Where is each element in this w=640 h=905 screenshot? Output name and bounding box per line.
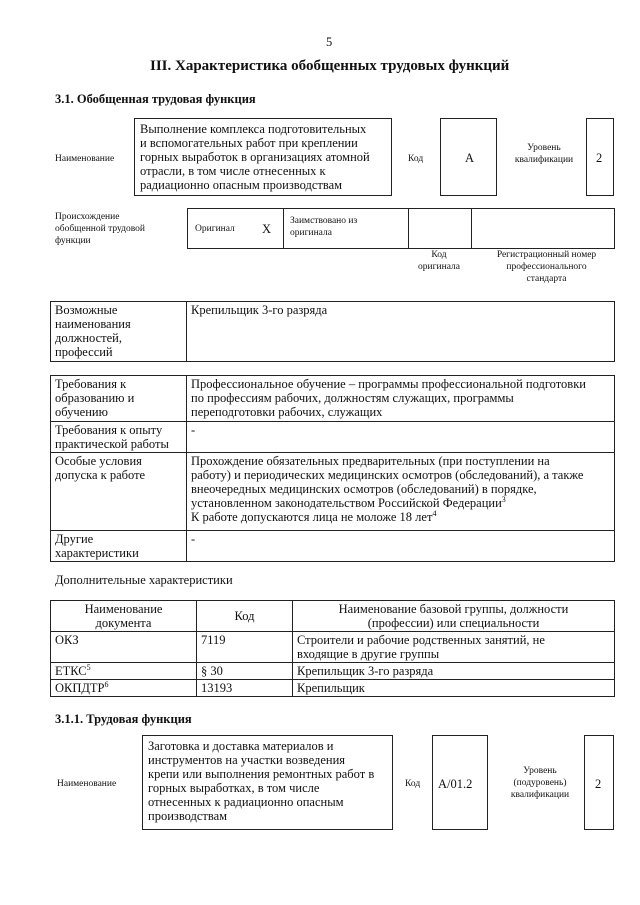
tf-level-line: (подуровень) bbox=[513, 778, 567, 788]
origin-borrowed-label bbox=[290, 215, 357, 239]
row-name-line: входящие в другие группы bbox=[297, 647, 440, 661]
experience-value: - bbox=[187, 422, 615, 453]
origin-code-line: Код bbox=[431, 250, 447, 260]
experience-label bbox=[51, 422, 187, 453]
gtf-code-box bbox=[440, 118, 497, 196]
origin-reg-line: Регистрационный номер bbox=[496, 250, 597, 260]
footnote-ref-6: 6 bbox=[104, 679, 109, 689]
footnote-ref-5: 5 bbox=[86, 662, 91, 672]
additional-header-doc bbox=[51, 601, 197, 632]
gtf-level-label bbox=[505, 142, 583, 166]
tf-name-line: крепи или выполнения ремонтных работ в bbox=[148, 767, 375, 781]
other-label-line: характеристики bbox=[55, 546, 139, 560]
header-doc-line: Наименование bbox=[84, 602, 163, 616]
additional-table bbox=[50, 600, 615, 697]
row-doc-text: ЕТКС bbox=[55, 664, 87, 678]
positions-label bbox=[51, 302, 187, 362]
header-group-line: (профессии) или специальности bbox=[367, 616, 540, 630]
experience-label-line: Требования к опыту bbox=[55, 423, 163, 437]
tf-name-line: Заготовка и доставка материалов и bbox=[148, 739, 334, 753]
tf-name-line: производствам bbox=[148, 809, 228, 823]
positions-label-line: должностей, bbox=[55, 331, 122, 345]
tf-name-line: отнесенных к радиационно опасным bbox=[148, 795, 344, 809]
gtf-name-line: радиационно опасным производствам bbox=[140, 178, 343, 192]
gtf-name-line: и вспомогательных работ при креплении bbox=[140, 136, 358, 150]
row-name-line: Строители и рабочие родственных занятий, не bbox=[297, 633, 545, 647]
tf-name-box bbox=[142, 735, 393, 830]
gtf-level-box bbox=[586, 118, 614, 196]
positions-label-line: Возможные bbox=[55, 303, 118, 317]
origin-original-mark: X bbox=[262, 222, 272, 236]
education-value-line: Профессиональное обучение – программы профессиональной подготовки bbox=[191, 377, 586, 391]
gtf-level-label-line: Уровень bbox=[527, 143, 561, 153]
tf-name-line: инструментов на участки возведения bbox=[148, 753, 346, 767]
row-name bbox=[293, 632, 615, 663]
education-label-line: обучению bbox=[55, 405, 108, 419]
education-label bbox=[51, 376, 187, 422]
section-title: III. Характеристика обобщенных трудовых функций bbox=[150, 58, 510, 74]
header-group-line: Наименование базовой группы, должности bbox=[338, 602, 569, 616]
gtf-level-label-line: квалификации bbox=[514, 155, 574, 165]
other-value: - bbox=[187, 531, 615, 562]
other-label bbox=[51, 531, 187, 562]
row-code: § 30 bbox=[197, 663, 293, 680]
gtf-code-label: Код bbox=[408, 154, 424, 164]
positions-table bbox=[50, 301, 615, 362]
row-code: 7119 bbox=[197, 632, 293, 663]
page-number: 5 bbox=[326, 35, 333, 49]
tf-level-line: Уровень bbox=[523, 766, 557, 776]
table-row bbox=[51, 663, 615, 680]
education-value bbox=[187, 376, 615, 422]
origin-code-line: оригинала bbox=[418, 262, 460, 272]
gtf-name-box bbox=[134, 118, 392, 196]
tf-level-label bbox=[500, 765, 580, 801]
conditions-value-text: установленном законодательством Российской Федерации bbox=[191, 496, 502, 510]
gtf-code-value: А bbox=[465, 151, 475, 165]
requirements-table bbox=[50, 375, 615, 562]
conditions-age-text: К работе допускаются лица не моложе 18 лет bbox=[191, 510, 433, 524]
origin-reg-line: профессионального bbox=[506, 262, 587, 272]
tf-heading: 3.1.1. Трудовая функция bbox=[55, 712, 192, 726]
origin-label bbox=[55, 211, 145, 247]
origin-reg-line: стандарта bbox=[526, 274, 567, 284]
tf-code-box bbox=[432, 735, 488, 830]
tf-level-box bbox=[584, 735, 614, 830]
positions-label-line: наименования bbox=[55, 317, 131, 331]
table-row bbox=[51, 680, 615, 697]
gtf-name-line: горных выработок в организациях атомной bbox=[140, 150, 370, 164]
row-doc bbox=[51, 663, 197, 680]
footnote-ref-3: 3 bbox=[501, 494, 506, 504]
origin-table bbox=[187, 208, 615, 249]
experience-label-line: практической работы bbox=[55, 437, 169, 451]
gtf-name-line: отрасли, в том числе отнесенных к bbox=[140, 164, 326, 178]
additional-header-group bbox=[293, 601, 615, 632]
tf-code-value: A/01.2 bbox=[438, 777, 473, 791]
origin-code-original-label bbox=[408, 249, 470, 273]
table-row bbox=[51, 632, 615, 663]
origin-label-line: обобщенной трудовой bbox=[55, 224, 145, 234]
row-name: Крепильщик 3-го разряда bbox=[293, 663, 615, 680]
conditions-value-line: Прохождение обязательных предварительных (при поступлении на bbox=[191, 454, 550, 468]
gtf-level-value: 2 bbox=[596, 151, 603, 165]
row-code: 13193 bbox=[197, 680, 293, 697]
gtf-name-line: Выполнение комплекса подготовительных bbox=[140, 122, 367, 136]
tf-name-line: горных выработках, в том числе bbox=[148, 781, 320, 795]
conditions-value-line bbox=[191, 510, 610, 524]
education-value-line: переподготовки рабочих, служащих bbox=[191, 405, 383, 419]
conditions-label-line: Особые условия bbox=[55, 454, 142, 468]
conditions-value-line: работу) и периодических медицинских осмотров (обследований), а также bbox=[191, 468, 584, 482]
tf-level-value: 2 bbox=[595, 777, 602, 791]
conditions-value-line: внеочередных медицинских осмотров (обследований) в порядке, bbox=[191, 482, 537, 496]
other-label-line: Другие bbox=[55, 532, 94, 546]
origin-label-line: Происхождение bbox=[55, 212, 120, 222]
header-doc-line: документа bbox=[95, 616, 152, 630]
additional-heading: Дополнительные характеристики bbox=[55, 573, 233, 587]
row-doc bbox=[51, 680, 197, 697]
origin-borrowed-line: Заимствовано из bbox=[290, 216, 358, 226]
conditions-value bbox=[187, 453, 615, 531]
conditions-value-line bbox=[191, 496, 610, 510]
footnote-ref-4: 4 bbox=[432, 508, 437, 518]
origin-borrowed-line: оригинала bbox=[290, 228, 332, 238]
tf-name-label: Наименование bbox=[57, 779, 117, 789]
gtf-heading: 3.1. Обобщенная трудовая функция bbox=[55, 92, 256, 106]
row-name: Крепильщик bbox=[293, 680, 615, 697]
education-label-line: образованию и bbox=[55, 391, 135, 405]
additional-header-code: Код bbox=[197, 601, 293, 632]
row-doc: ОКЗ bbox=[51, 632, 197, 663]
tf-level-line: квалификации bbox=[510, 790, 570, 800]
tf-code-label: Код bbox=[405, 779, 421, 789]
row-doc-text: ОКПДТР bbox=[55, 681, 105, 695]
conditions-label bbox=[51, 453, 187, 531]
positions-value: Крепильщик 3-го разряда bbox=[187, 302, 615, 362]
origin-label-line: функции bbox=[55, 236, 91, 246]
education-value-line: по профессиям рабочих, должностям служащих, программы bbox=[191, 391, 514, 405]
positions-label-line: профессий bbox=[55, 345, 113, 359]
conditions-label-line: допуска к работе bbox=[55, 468, 146, 482]
origin-reg-number-label bbox=[478, 249, 615, 285]
gtf-name-label: Наименование bbox=[55, 154, 115, 164]
education-label-line: Требования к bbox=[55, 377, 127, 391]
origin-original-label: Оригинал bbox=[195, 224, 235, 234]
